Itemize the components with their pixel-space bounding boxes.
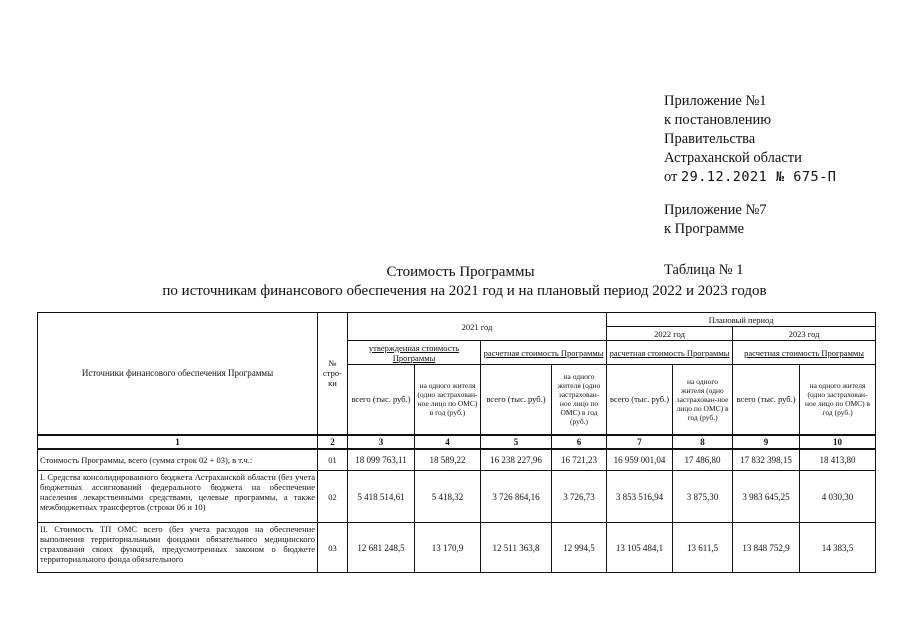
row-value: 3 726,73 — [552, 471, 607, 523]
row-value: 5 418,32 — [415, 471, 481, 523]
row-value: 3 875,30 — [673, 471, 733, 523]
column-number: 3 — [348, 435, 415, 449]
appendix2-line-2: к Программе — [664, 221, 745, 237]
header-total: всего (тыс. руб.) — [481, 365, 552, 435]
column-number: 1 — [38, 435, 318, 449]
row-number: 03 — [318, 523, 348, 573]
row-value: 17 486,80 — [673, 449, 733, 471]
header-source: Источники финансового обеспечения Программы — [38, 313, 318, 435]
header-per-resident: на одного жителя (одно застрахован-ное лицо по ОМС) в год (руб.) — [800, 365, 876, 435]
row-value: 12 511 363,8 — [481, 523, 552, 573]
column-number: 5 — [481, 435, 552, 449]
row-value: 13 611,5 — [673, 523, 733, 573]
table-row — [38, 471, 876, 523]
table-row — [38, 449, 876, 471]
document-title: Стоимость Программы — [386, 264, 535, 280]
row-value: 13 105 484,1 — [607, 523, 673, 573]
header-year-2023: 2023 год — [733, 327, 876, 341]
date-prefix: от — [664, 169, 678, 185]
header-total: всего (тыс. руб.) — [733, 365, 800, 435]
row-value: 13 848 752,9 — [733, 523, 800, 573]
header-total: всего (тыс. руб.) — [348, 365, 415, 435]
header-calc-cost-2023: расчетная стоимость Программы — [733, 341, 876, 365]
row-label: Стоимость Программы, всего (сумма строк 02 + 03), в т.ч.: — [38, 449, 318, 471]
header-planned-period: Плановый период — [607, 313, 876, 327]
cost-table — [37, 312, 876, 573]
row-value: 18 099 763,11 — [348, 449, 415, 471]
row-value: 18 413,80 — [800, 449, 876, 471]
row-value: 16 959 001,04 — [607, 449, 673, 471]
row-label: II. Стоимость ТП ОМС всего (без учета расходов на обеспечение выполнения территориальными фондами обязательного медицинского страхования своих функций, предусмотренных законом о бюджете территориального фонда обязательного — [38, 523, 318, 573]
row-value: 12 994,5 — [552, 523, 607, 573]
row-value: 12 681 248,5 — [348, 523, 415, 573]
row-value: 16 721,23 — [552, 449, 607, 471]
column-number: 6 — [552, 435, 607, 449]
header-per-resident: на одного жителя (одно застрахован-ное лицо по ОМС) в год (руб.) — [552, 365, 607, 435]
row-value: 18 589,22 — [415, 449, 481, 471]
row-number: 02 — [318, 471, 348, 523]
header-approved-cost: утвержденная стоимость Программы — [348, 341, 481, 365]
row-value: 17 832 398,15 — [733, 449, 800, 471]
date-stamp: 29.12.2021 № 675-П — [681, 169, 837, 185]
column-number: 8 — [673, 435, 733, 449]
header-year-2021: 2021 год — [348, 313, 607, 341]
header-total: всего (тыс. руб.) — [607, 365, 673, 435]
table-row — [38, 523, 876, 573]
row-value: 3 983 645,25 — [733, 471, 800, 523]
resolution-date — [664, 168, 899, 187]
column-number: 10 — [800, 435, 876, 449]
header-per-resident: на одного жителя (одно застрахован-ное лицо по ОМС) в год (руб.) — [673, 365, 733, 435]
row-value: 5 418 514,61 — [348, 471, 415, 523]
appendix-line-4: Астраханской области — [664, 150, 802, 166]
row-value: 16 238 227,96 — [481, 449, 552, 471]
appendix2-line-1: Приложение №7 — [664, 202, 767, 218]
row-value: 4 030,30 — [800, 471, 876, 523]
appendix-line-1: Приложение №1 — [664, 93, 767, 109]
appendix-line-2: к постановлению — [664, 112, 772, 128]
header-row-no: № стро-ки — [318, 313, 348, 435]
header-per-resident: на одного жителя (одно застрахован-ное лицо по ОМС) в год (руб.) — [415, 365, 481, 435]
header-calc-cost: расчетная стоимость Программы — [481, 341, 607, 365]
header-calc-cost-2022: расчетная стоимость Программы — [607, 341, 733, 365]
column-number: 4 — [415, 435, 481, 449]
row-label: I. Средства консолидированного бюджета Астраханской области (без учета бюджетных ассигнований федерального бюджета на обеспечение населения лекарственными средствами, целевые программы, а также межбюджетных трансфертов (строки 06 и 10) — [38, 471, 318, 523]
row-value: 13 170,9 — [415, 523, 481, 573]
appendix-block — [664, 92, 899, 280]
header-year-2022: 2022 год — [607, 327, 733, 341]
table-number: Таблица № 1 — [664, 262, 744, 278]
document-subtitle: по источникам финансового обеспечения на 2021 год и на плановый период 2022 и 2023 годов — [162, 283, 767, 299]
row-value: 3 853 516,94 — [607, 471, 673, 523]
column-number: 7 — [607, 435, 673, 449]
column-number: 2 — [318, 435, 348, 449]
row-value: 14 383,5 — [800, 523, 876, 573]
appendix-line-3: Правительства — [664, 131, 756, 147]
column-number: 9 — [733, 435, 800, 449]
row-value: 3 726 864,16 — [481, 471, 552, 523]
row-number: 01 — [318, 449, 348, 471]
